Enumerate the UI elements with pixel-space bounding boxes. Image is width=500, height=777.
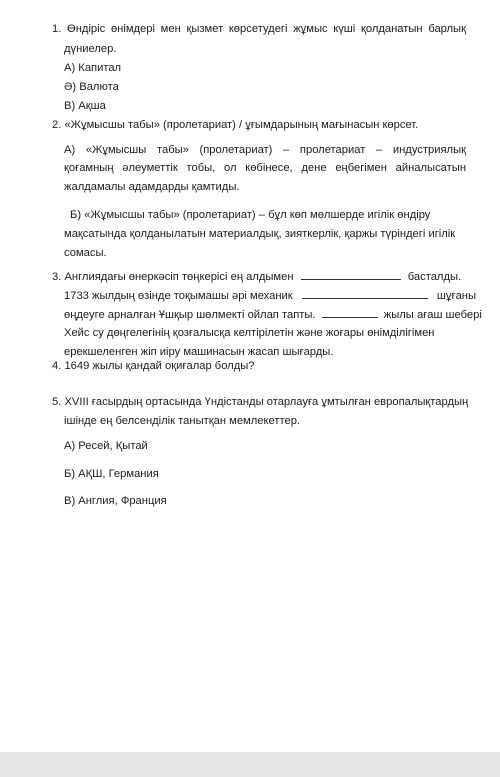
q3-line1-end: басталды. bbox=[407, 271, 462, 283]
q2-option-b-line1: Б) «Жұмысшы табы» (пролетариат) – бұл көп мөлшерде игілік өндіру bbox=[70, 209, 431, 221]
q3-blank-2 bbox=[302, 287, 428, 299]
q3-line3-start: өңдеуге арналған Ұшқыр шөлмекті ойлап тапты. bbox=[64, 309, 316, 321]
q3-line5: ерекшеленген жіп иіру машинасын жасап шығарды. bbox=[64, 346, 334, 358]
q3-line4: Хейс су дөңгелегінің қозғалысқа келтірілетін және жоғары өнімділігімен bbox=[64, 327, 435, 339]
q2-option-a-line3: жалдамалы адамдарды қамтиды. bbox=[64, 181, 240, 193]
q5-option-b: Б) АҚШ, Германия bbox=[64, 468, 159, 480]
q3-line2-start: 1733 жылдың өзінде тоқымашы әрі механик bbox=[64, 290, 293, 302]
q3-line1-start: 3. Англиядағы өнеркәсіп төңкерісі ең алдымен bbox=[52, 271, 294, 283]
q5-line2: ішінде ең белсенділік танытқан мемлекеттер. bbox=[64, 415, 301, 427]
q1-option-b: Ә) Валюта bbox=[64, 81, 119, 93]
q5-option-a: А) Ресей, Қытай bbox=[64, 440, 148, 452]
q5-option-c: В) Англия, Франция bbox=[64, 495, 167, 507]
q2-option-b-line2: мақсатында қолданылатын материалдық, зияткерлік, қаржы түріндегі игілік bbox=[64, 228, 456, 240]
q3-line2 bbox=[64, 287, 476, 305]
q2-option-a-line2: қоғамның әлеуметтік тобы, ол көбінесе, дене еңбегімен айналысатын bbox=[64, 162, 466, 174]
q1-option-a: А) Капитал bbox=[64, 62, 122, 74]
q3-line3 bbox=[64, 306, 482, 324]
q3-blank-3 bbox=[322, 306, 378, 318]
q3-blank-1 bbox=[301, 268, 401, 280]
q4-question: 4. 1649 жылы қандай оқиғалар болды? bbox=[52, 360, 255, 372]
q1-text-line2: дүниелер. bbox=[64, 43, 117, 55]
q1-option-c: В) Ақша bbox=[64, 100, 106, 112]
q1-text-line1: 1. Өндіріс өнімдері мен қызмет көрсетудегі жұмыс күші қолданатын барлық bbox=[52, 23, 466, 35]
q3-line2-end: шұғаны bbox=[436, 290, 477, 302]
q3-line3-end: жылы ағаш шебері bbox=[383, 309, 482, 321]
q2-option-b-line3: сомасы. bbox=[64, 247, 107, 259]
bottom-bar bbox=[0, 752, 500, 777]
q2-option-a-line1: А) «Жұмысшы табы» (пролетариат) – пролетариат – индустриялық bbox=[64, 144, 466, 156]
q5-line1: 5. XVIII ғасырдың ортасында Үндістанды отарлауға ұмтылған европалықтардың bbox=[52, 396, 469, 408]
q2-question: 2. «Жұмысшы табы» (пролетариат) / ұғымдарының мағынасын көрсет. bbox=[52, 119, 419, 131]
q3-line1 bbox=[52, 268, 461, 286]
